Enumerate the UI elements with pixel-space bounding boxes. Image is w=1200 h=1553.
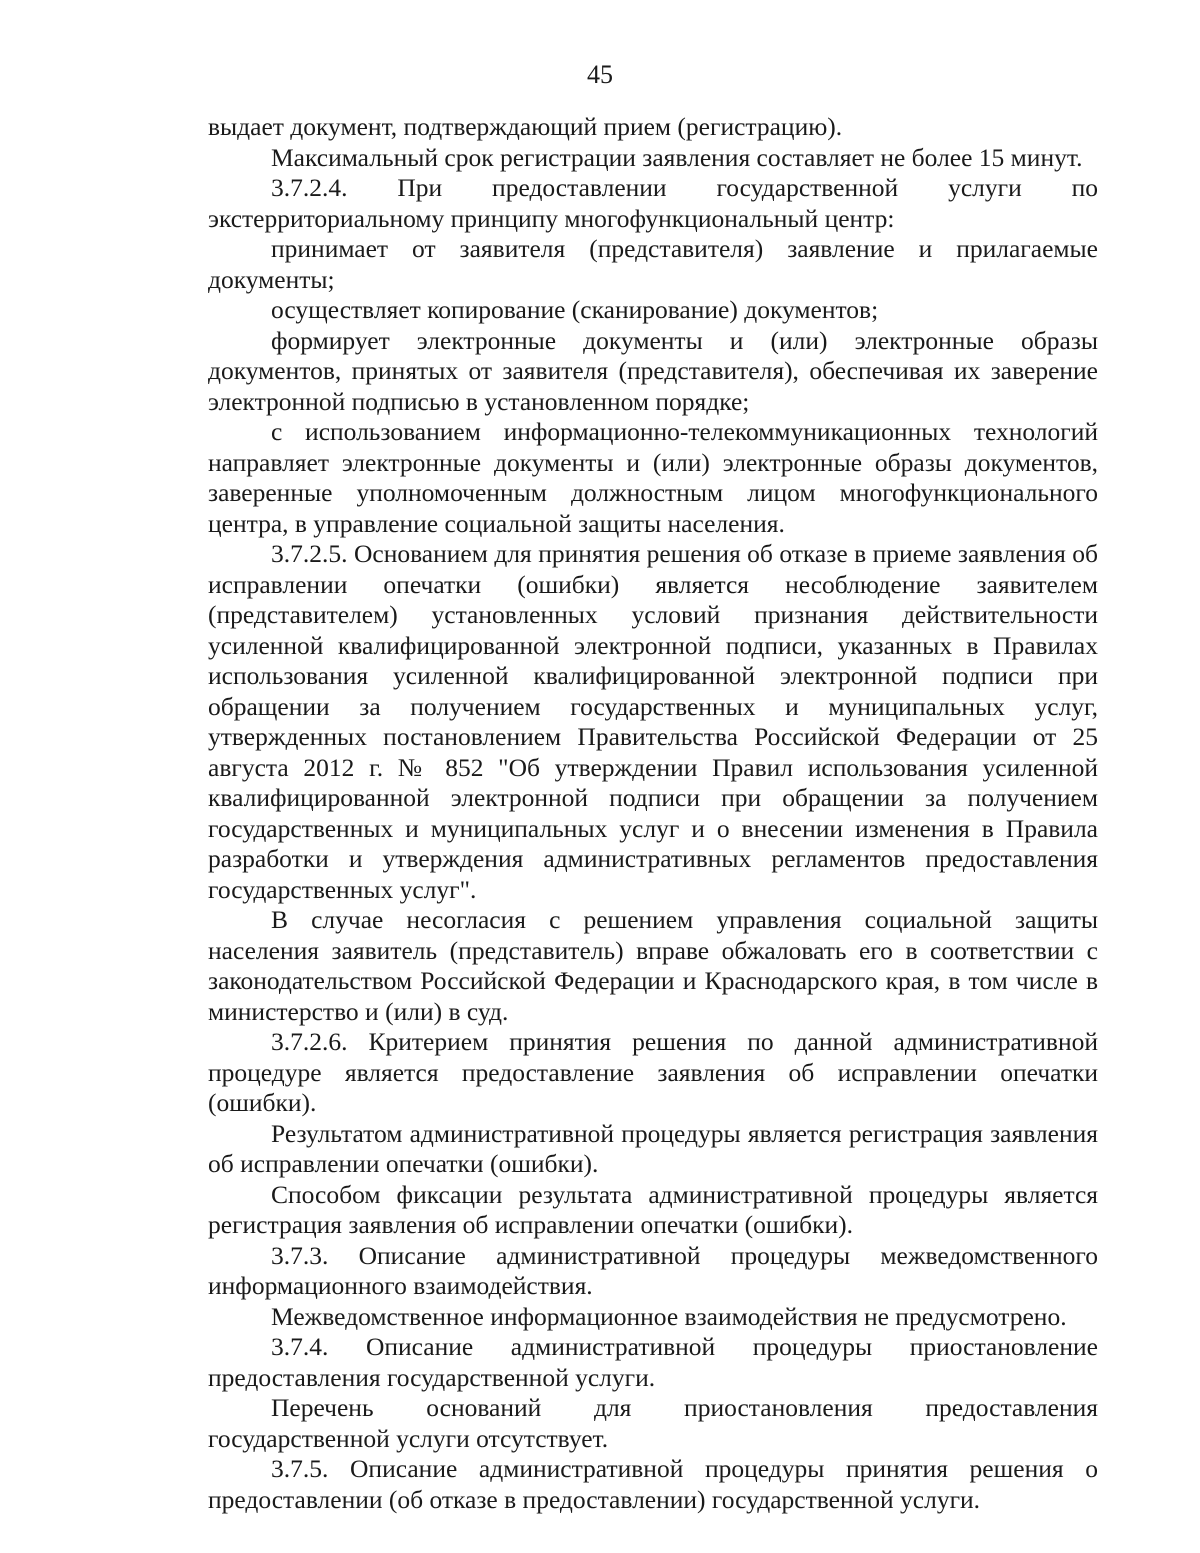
- paragraph-7: с использованием информационно-телекоммуникационных технологий направляет электронные документы и (или) электронные образы документов, заверенные уполномоченным должностным лицом многофункционального центра, в управление социальной защиты населения.: [208, 417, 1098, 538]
- paragraph-6: формирует электронные документы и (или) электронные образы документов, принятых от заявителя (представителя), обеспечивая их заверение электронной подписью в установленном порядке;: [208, 325, 1098, 416]
- document-body: [208, 112, 1098, 1515]
- paragraph-8: 3.7.2.5. Основанием для принятия решения об отказе в приеме заявления об исправлении опечатки (ошибки) является несоблюдение заявителем (представителем) установленных условий признания действительности усиленной квалифицированной электронной подписи, указанных в Правилах использования усиленной квалифицированной электронной подписи при обращении за получением государственных и муниципальных услуг, утвержденных постановлением Правительства Российской Федерации от 25 августа 2012 г. № 852 "Об утверждении Правил использования усиленной квалифицированной электронной подписи при обращении за получением государственных и муниципальных услуг и о внесении изменения в Правила разработки и утверждения административных регламентов предоставления государственных услуг".: [208, 539, 1098, 904]
- paragraph-12: Способом фиксации результата административной процедуры является регистрация заявления об исправлении опечатки (ошибки).: [208, 1179, 1098, 1239]
- paragraph-3: 3.7.2.4. При предоставлении государственной услуги по экстерриториальному принципу многофункциональный центр:: [208, 173, 1098, 233]
- paragraph-17: 3.7.5. Описание административной процедуры принятия решения о предоставлении (об отказе в предоставлении) государственной услуги.: [208, 1454, 1098, 1514]
- paragraph-10: 3.7.2.6. Критерием принятия решения по данной административной процедуре является предоставление заявления об исправлении опечатки (ошибки).: [208, 1027, 1098, 1117]
- paragraph-2: Максимальный срок регистрации заявления составляет не более 15 минут.: [271, 142, 1083, 172]
- paragraph-13: 3.7.3. Описание административной процедуры межведомственного информационного взаимодействия.: [208, 1240, 1098, 1300]
- paragraph-11: Результатом административной процедуры является регистрация заявления об исправлении опечатки (ошибки).: [208, 1118, 1098, 1178]
- paragraph-16: Перечень оснований для приостановления предоставления государственной услуги отсутствует.: [208, 1393, 1098, 1453]
- paragraph-4: принимает от заявителя (представителя) заявление и прилагаемые документы;: [208, 234, 1098, 294]
- page-number: 45: [587, 60, 613, 89]
- paragraph-14: Межведомственное информационное взаимодействия не предусмотрено.: [271, 1301, 1067, 1331]
- paragraph-5: осуществляет копирование (сканирование) документов;: [271, 295, 879, 324]
- paragraph-15: 3.7.4. Описание административной процедуры приостановление предоставления государственной услуги.: [208, 1332, 1098, 1392]
- paragraph-9: В случае несогласия с решением управления социальной защиты населения заявитель (представитель) вправе обжаловать его в соответствии с законодательством Российской Федерации и Краснодарского края, в том числе в министерство и (или) в суд.: [208, 905, 1098, 1026]
- paragraph-1: выдает документ, подтверждающий прием (регистрацию).: [208, 112, 843, 141]
